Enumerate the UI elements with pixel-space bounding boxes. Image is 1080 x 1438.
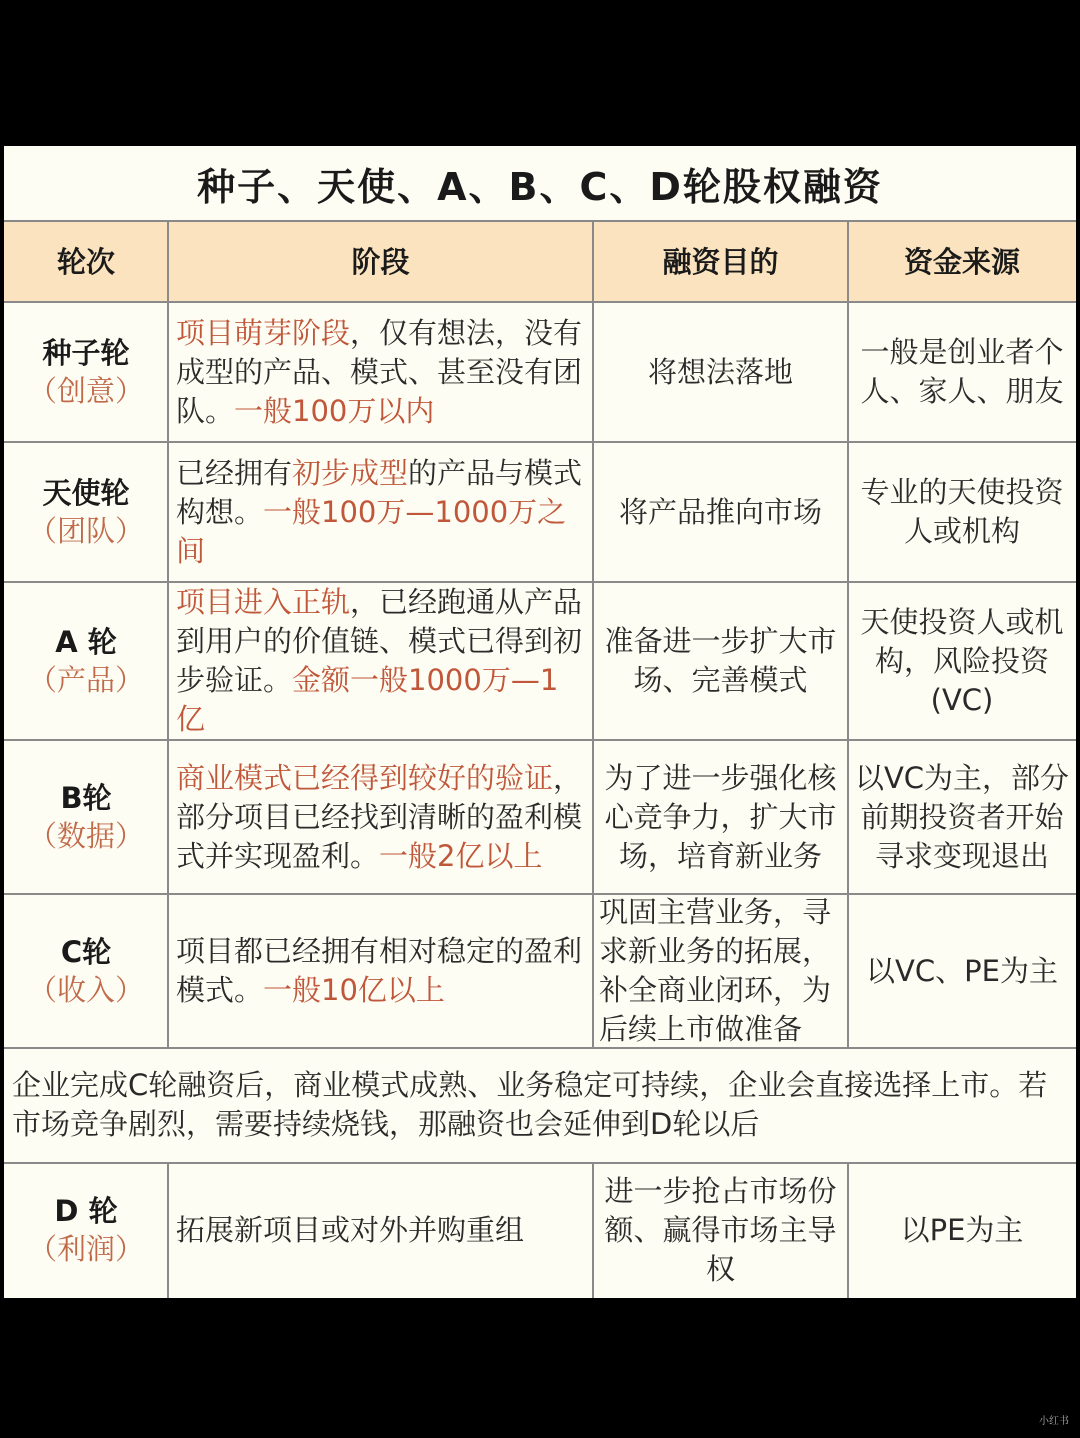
round-name: C轮	[60, 935, 112, 969]
round-name: A 轮	[55, 625, 117, 659]
watermark-badge: 小红书	[1039, 1415, 1069, 1427]
table-row-b-round	[4, 740, 168, 894]
purpose-cell: 准备进一步扩大市场、完善模式	[604, 624, 837, 697]
stage-highlight: 一般100万以内	[234, 393, 435, 428]
grid-line	[592, 222, 594, 1048]
stage-plain: 的产品与模式构想。	[176, 455, 583, 529]
purpose-cell: 进一步抢占市场份额、赢得市场主导权	[604, 1173, 837, 1286]
stage-highlight: 初步成型	[292, 455, 409, 490]
stage-cell	[168, 582, 593, 740]
grid-line	[4, 1047, 1076, 1049]
grid-line	[167, 1162, 169, 1298]
grid-line	[847, 1162, 849, 1298]
header-purpose: 融资目的	[593, 222, 848, 302]
stage-highlight: 项目进入正轨	[176, 585, 351, 619]
stage-plain: 项目都已经拥有相对稳定的盈利模式。	[176, 934, 583, 1007]
table-row-angel-round	[4, 442, 168, 582]
grid-line	[4, 739, 1076, 741]
grid-line	[4, 1162, 1076, 1164]
grid-line	[4, 441, 1076, 443]
table-title: 种子、天使、A、B、C、D轮股权融资	[4, 146, 1076, 222]
stage-highlight: 项目萌芽阶段	[176, 315, 351, 350]
grid-line	[847, 222, 849, 1048]
stage-plain: 已经拥有	[176, 455, 293, 490]
table-row-c-round	[4, 894, 168, 1048]
source-cell: 专业的天使投资人或机构	[860, 475, 1064, 548]
purpose-cell: 巩固主营业务，寻求新业务的拓展，补全商业闭环，为后续上市做准备	[599, 895, 832, 1046]
source-cell: 以PE为主	[900, 1212, 1024, 1247]
stage-text	[176, 583, 585, 739]
table-row-seed-round	[4, 302, 168, 442]
stage-text	[176, 314, 585, 431]
stage-cell	[168, 302, 593, 442]
table-row-a-round	[4, 582, 168, 740]
stage-plain: ，已经跑通从产品到用户的价值链、模式已得到初步验证。	[176, 585, 583, 697]
round-name: D 轮	[54, 1194, 118, 1228]
round-tag: （产品）	[27, 663, 144, 697]
stage-text	[176, 759, 585, 876]
summary-note: 企业完成C轮融资后，商业模式成熟、业务稳定可持续，企业会直接选择上市。若市场竞争剧烈，需要持续烧钱，那融资也会延伸到D轮以后	[12, 1068, 1048, 1141]
stage-text	[176, 454, 585, 571]
grid-line	[4, 893, 1076, 895]
round-tag: （利润）	[27, 1232, 144, 1266]
round-tag: （数据）	[27, 819, 144, 853]
source-cell: 天使投资人或机构，风险投资(VC)	[860, 604, 1064, 717]
round-name: 种子轮	[42, 336, 130, 370]
grid-line	[4, 581, 1076, 583]
source-cell: 以VC、PE为主	[866, 953, 1058, 988]
stage-highlight: 一般100万—1000万之间	[176, 494, 567, 568]
grid-line	[592, 1162, 594, 1298]
grid-line	[4, 301, 1076, 303]
header-stage: 阶段	[168, 222, 593, 302]
stage-plain: ，仅有想法，没有成型的产品、模式、甚至没有团队。	[176, 315, 583, 428]
header-source: 资金来源	[848, 222, 1076, 302]
stage-cell	[168, 894, 593, 1048]
stage-highlight: 金额一般1000万—1亿	[176, 663, 559, 736]
purpose-cell: 将想法落地	[647, 354, 793, 389]
stage-cell	[168, 442, 593, 582]
round-tag: （收入）	[27, 973, 144, 1007]
grid-line	[167, 222, 169, 1048]
stage-text	[176, 932, 585, 1010]
table-row-d-round	[4, 1162, 168, 1298]
source-cell: 以VC为主，部分前期投资者开始寻求变现退出	[854, 760, 1070, 873]
round-name: 天使轮	[42, 476, 130, 510]
financing-rounds-table	[4, 146, 1076, 1298]
round-name: B轮	[60, 781, 112, 815]
stage-highlight: 商业模式已经得到较好的验证	[176, 760, 554, 795]
stage-highlight: 一般10亿以上	[263, 973, 445, 1007]
purpose-cell: 为了进一步强化核心竞争力，扩大市场，培育新业务	[604, 760, 837, 873]
stage-plain: ，部分项目已经找到清晰的盈利模式并实现盈利。	[176, 760, 583, 873]
stage-highlight: 一般2亿以上	[379, 838, 543, 873]
round-tag: （创意）	[27, 374, 144, 408]
stage-cell: 拓展新项目或对外并购重组	[176, 1212, 525, 1247]
header-round: 轮次	[4, 222, 168, 302]
round-tag: （团队）	[27, 514, 144, 548]
stage-cell	[168, 740, 593, 894]
purpose-cell: 将产品推向市场	[618, 494, 822, 529]
source-cell: 一般是创业者个人、家人、朋友	[860, 335, 1064, 408]
